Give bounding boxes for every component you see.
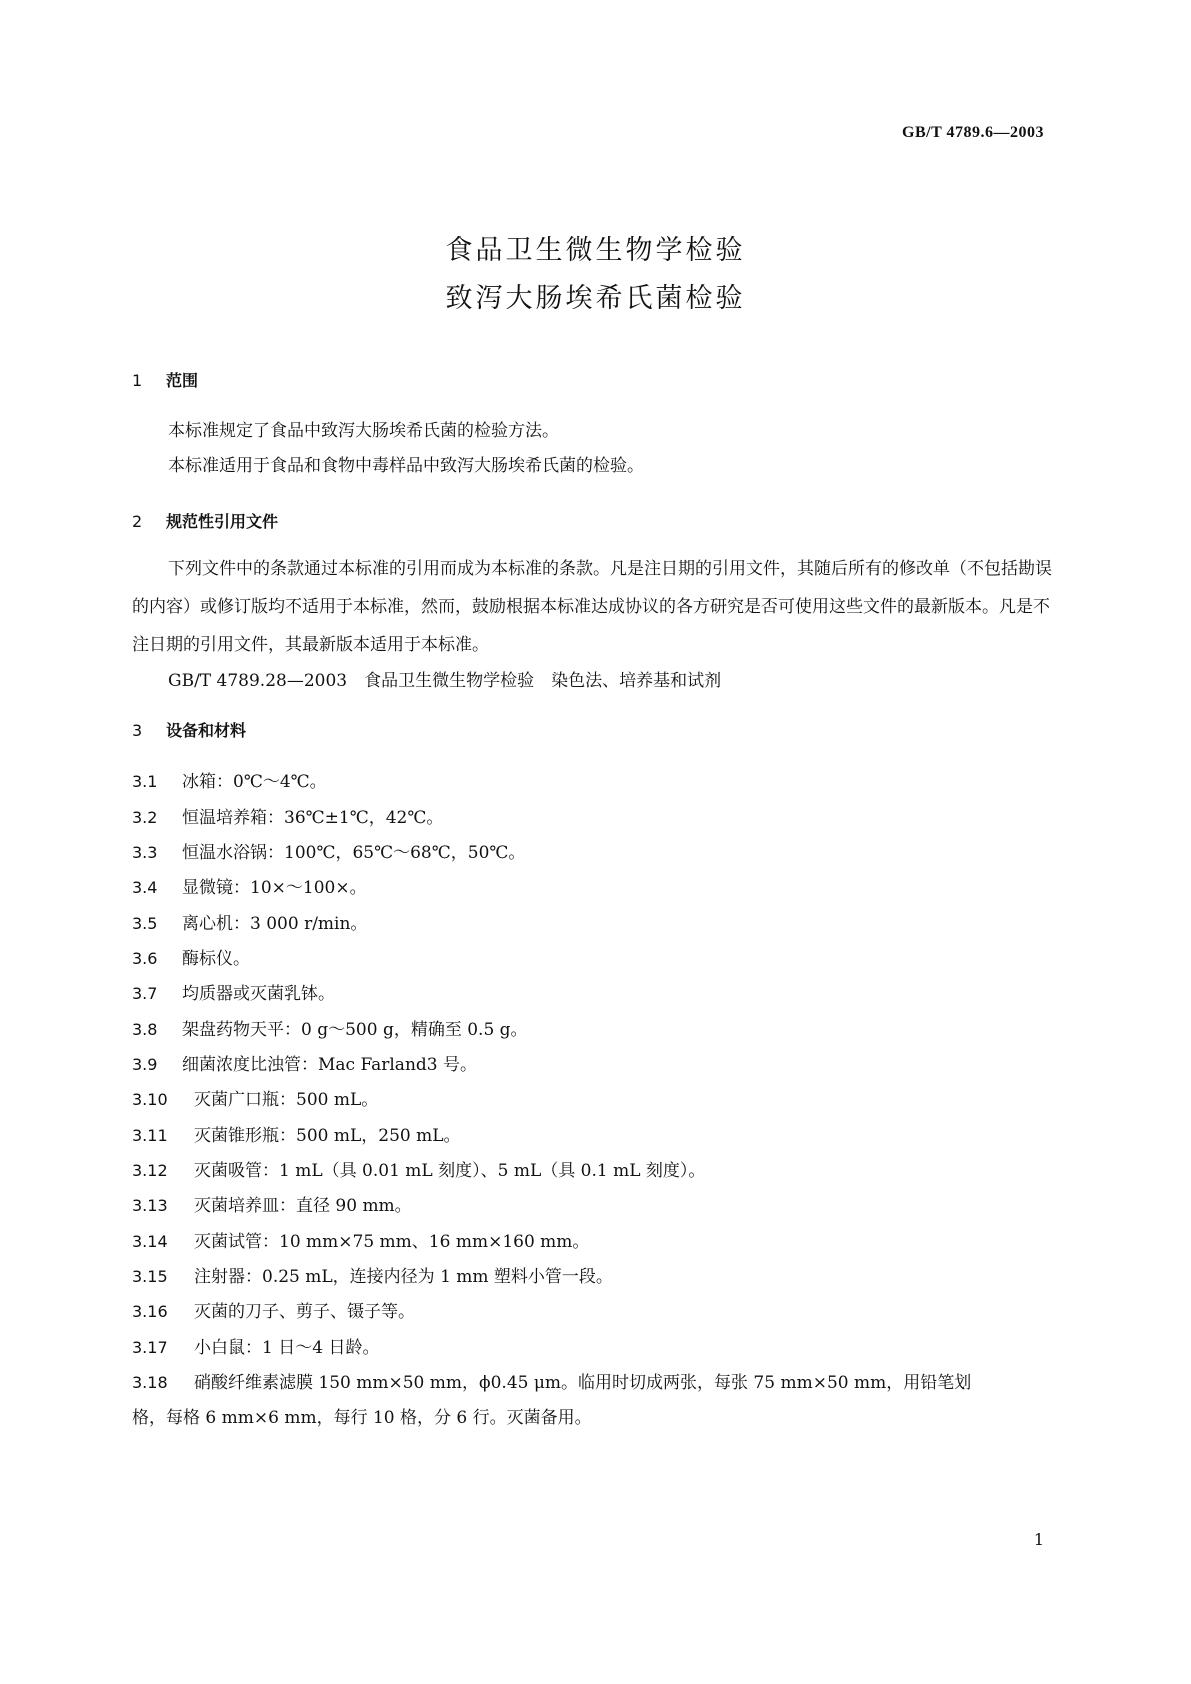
item-number: 3.5: [132, 914, 158, 933]
page-number: 1: [1033, 1530, 1044, 1549]
section-number: 2: [132, 512, 143, 531]
item-number: 3.10: [132, 1090, 168, 1109]
section-title: 设备和材料: [166, 721, 247, 740]
item-number: 3.13: [132, 1196, 168, 1215]
item-number: 3.6: [132, 949, 158, 968]
document-title-line1: 食品卫生微生物学检验: [445, 235, 746, 266]
item-text: 灭菌锥形瓶：500 mL，250 mL。: [194, 1126, 461, 1146]
item-text: 小白鼠：1 日～4 日龄。: [194, 1338, 380, 1358]
item-number: 3.18: [132, 1373, 168, 1392]
list-item: [132, 1121, 461, 1146]
item-text: 均质器或灭菌乳钵。: [182, 984, 335, 1004]
section-2-para-1: 下列文件中的条款通过本标准的引用而成为本标准的条款。凡是注日期的引用文件，其随后所有的修改单（不包括勘误的内容）或修订版均不适用于本标准，然而，鼓励根据本标准达成协议的各方研究是否可使用这些文件的最新版本。凡是不注日期的引用文件，其最新版本适用于本标准。: [132, 559, 1052, 655]
item-text: 冰箱：0℃～4℃。: [182, 772, 327, 792]
item-text: 灭菌广口瓶：500 mL。: [194, 1090, 379, 1110]
item-text: 硝酸纤维素滤膜 150 mm×50 mm，ϕ0.45 μm。临用时切成两张，每张 75 mm×50 mm，用铅笔划: [194, 1373, 972, 1393]
section-number: 1: [132, 371, 143, 390]
list-item: [132, 1262, 613, 1287]
item-text: 灭菌培养皿：直径 90 mm。: [194, 1196, 412, 1216]
list-item: [132, 838, 525, 863]
list-item: [132, 1085, 378, 1110]
item-number: 3.7: [132, 984, 158, 1003]
list-item: [132, 1015, 528, 1040]
item-text: 灭菌试管：10 mm×75 mm、16 mm×160 mm。: [194, 1232, 590, 1252]
item-number: 3.3: [132, 843, 158, 862]
item-text: 离心机：3 000 r/min。: [182, 914, 368, 934]
list-item: [132, 873, 367, 898]
item-number: 3.17: [132, 1338, 168, 1357]
item-text: 恒温水浴锅：100℃，65℃～68℃，50℃。: [182, 843, 526, 863]
normative-reference: GB/T 4789.28—2003 食品卫生微生物学检验 染色法、培养基和试剂: [168, 671, 722, 691]
item-number: 3.2: [132, 808, 158, 827]
item-text: 架盘药物天平：0 g～500 g，精确至 0.5 g。: [182, 1020, 528, 1040]
section-2-heading: [132, 509, 278, 532]
item-text: 灭菌的刀子、剪子、镊子等。: [194, 1302, 415, 1322]
item-number: 3.9: [132, 1055, 158, 1074]
list-item: [132, 767, 327, 792]
list-item: [132, 1297, 415, 1322]
item-text: 灭菌吸管：1 mL（具 0.01 mL 刻度）、5 mL（具 0.1 mL 刻度）。: [194, 1161, 706, 1181]
list-item: [132, 1333, 379, 1358]
section-3-heading: [132, 718, 246, 741]
item-text: 恒温培养箱：36℃±1℃，42℃。: [182, 808, 444, 828]
section-1-heading: [132, 368, 198, 391]
item-text: 显微镜：10×～100×。: [182, 878, 367, 898]
list-item: [132, 909, 367, 934]
section-1-para-2: 本标准适用于食品和食物中毒样品中致泻大肠埃希氏菌的检验。: [168, 456, 644, 476]
section-title: 范围: [166, 371, 199, 390]
list-item: [132, 1191, 412, 1216]
item-number: 3.11: [132, 1126, 168, 1145]
list-item: [132, 979, 335, 1004]
item-number: 3.15: [132, 1267, 168, 1286]
item-number: 3.1: [132, 772, 158, 791]
item-text: 细菌浓度比浊管：Mac Farland3 号。: [182, 1055, 477, 1075]
section-number: 3: [132, 721, 143, 740]
item-number: 3.8: [132, 1020, 158, 1039]
list-item: [132, 1368, 971, 1393]
standard-code: GB/T 4789.6—2003: [902, 124, 1044, 141]
item-text: 注射器：0.25 mL，连接内径为 1 mm 塑料小管一段。: [194, 1267, 613, 1287]
list-item: [132, 1156, 705, 1181]
item-text: 酶标仪。: [182, 949, 250, 969]
list-item: [132, 1227, 589, 1252]
list-item: [132, 1050, 477, 1075]
section-1-para-1: 本标准规定了食品中致泻大肠埃希氏菌的检验方法。: [168, 421, 559, 441]
list-item: [132, 944, 250, 969]
item-number: 3.12: [132, 1161, 168, 1180]
item-number: 3.14: [132, 1232, 168, 1251]
item-number: 3.4: [132, 878, 158, 897]
section-title: 规范性引用文件: [166, 512, 279, 531]
document-title-line2: 致泻大肠埃希氏菌检验: [445, 283, 746, 314]
list-item: [132, 803, 443, 828]
list-item-continuation: 格，每格 6 mm×6 mm，每行 10 格，分 6 行。灭菌备用。: [132, 1408, 592, 1428]
item-number: 3.16: [132, 1302, 168, 1321]
